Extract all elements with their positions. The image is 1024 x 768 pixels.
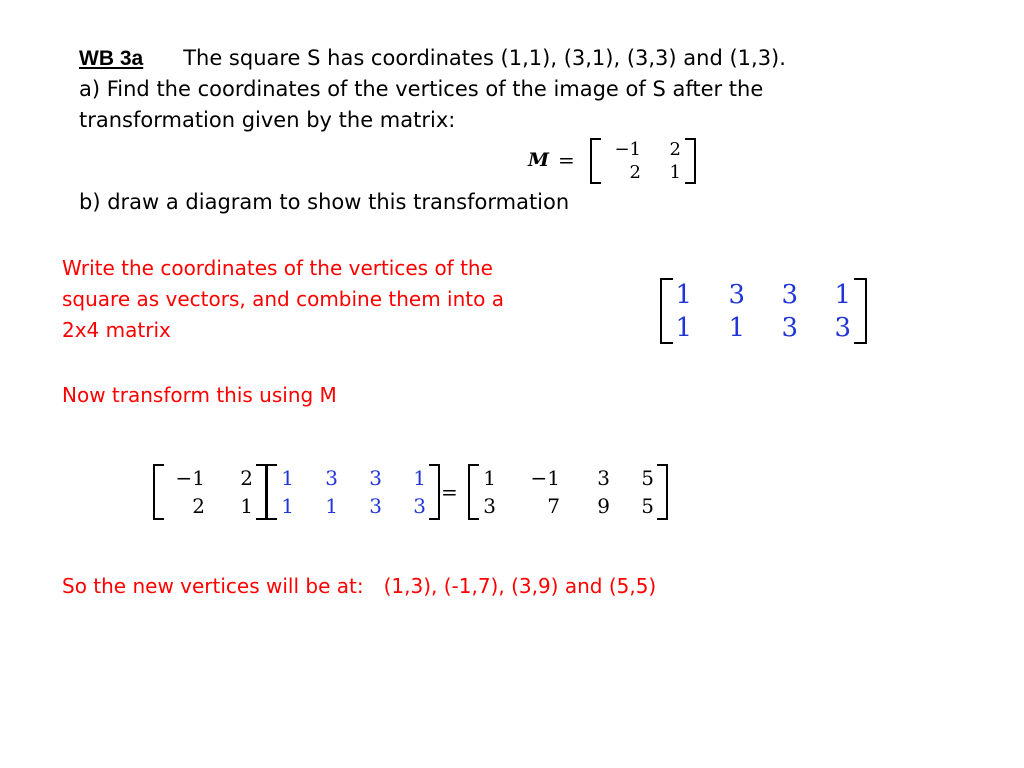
product-matrix-square-cell: 1 [325,494,338,518]
question-line-1 [79,42,786,75]
product-matrix-m-cell: −1 [175,466,205,490]
answer-vertices: (1,3), (-1,7), (3,9) and (5,5) [383,574,657,598]
step1-line-2: square as vectors, and combine them into a [62,287,504,311]
step1-line-1: Write the coordinates of the vertices of the [62,256,493,280]
square-matrix-left-bracket [660,278,673,344]
matrix-m-cell: −1 [614,139,641,160]
matrix-m-cell: 1 [669,162,681,183]
matrix-m [590,138,696,184]
question-label: WB 3a [79,47,144,70]
matrix-m-right-bracket [685,138,696,184]
answer-line [62,571,656,602]
product-matrix-square-cell: 1 [281,494,294,518]
step2-text: Now transform this using M [62,383,337,407]
result-matrix-cell: 3 [483,494,496,518]
result-matrix-right-bracket [657,464,668,520]
result-matrix-cell: 3 [597,466,610,490]
square-matrix-cell: 1 [728,312,745,343]
result-matrix [468,464,668,520]
matrix-m-cell: 2 [629,162,641,183]
product-matrix-square-left-bracket [266,464,277,520]
product-matrix-m-cell: 2 [240,466,253,490]
square-matrix-cell: 1 [834,279,851,310]
result-matrix-cell: 5 [641,466,654,490]
step1-line-3: 2x4 matrix [62,318,171,342]
result-matrix-cell: −1 [530,466,560,490]
product-matrix-square-cell: 3 [369,466,382,490]
matrix-m-name: M [528,149,550,171]
answer-prefix: So the new vertices will be at: [62,574,364,598]
square-matrix-cell: 3 [781,312,798,343]
product-matrix-square [266,464,440,520]
result-matrix-cell: 9 [597,494,610,518]
question-part-a-line-1: a) Find the coordinates of the vertices of the image of S after the [79,77,764,101]
result-matrix-cell: 5 [641,494,654,518]
question-intro: The square S has coordinates (1,1), (3,1), (3,3) and (1,3). [183,46,786,70]
question-part-b: b) draw a diagram to show this transformation [79,190,570,214]
product-matrix-m [153,464,267,520]
product-matrix-square-cell: 1 [281,466,294,490]
square-matrix-cell: 1 [675,279,692,310]
product-equals: = [441,480,458,504]
product-matrix-m-cell: 1 [240,494,253,518]
matrix-m-cell: 2 [669,139,681,160]
product-matrix-square-cell: 3 [369,494,382,518]
matrix-m-left-bracket [590,138,601,184]
matrix-m-equals: = [558,148,575,172]
product-matrix-square-cell: 3 [325,466,338,490]
product-matrix-square-cell: 3 [413,494,426,518]
square-matrix-cell: 3 [781,279,798,310]
product-matrix-m-cell: 2 [192,494,205,518]
result-matrix-cell: 1 [483,466,496,490]
product-matrix-m-left-bracket [153,464,164,520]
result-matrix-left-bracket [468,464,479,520]
product-matrix-square-cell: 1 [413,466,426,490]
square-matrix-cell: 3 [834,312,851,343]
question-part-a-line-2: transformation given by the matrix: [79,108,456,132]
square-matrix [660,278,867,344]
square-matrix-cell: 1 [675,312,692,343]
square-matrix-right-bracket [854,278,867,344]
product-matrix-square-right-bracket [429,464,440,520]
result-matrix-cell: 7 [547,494,560,518]
square-matrix-cell: 3 [728,279,745,310]
